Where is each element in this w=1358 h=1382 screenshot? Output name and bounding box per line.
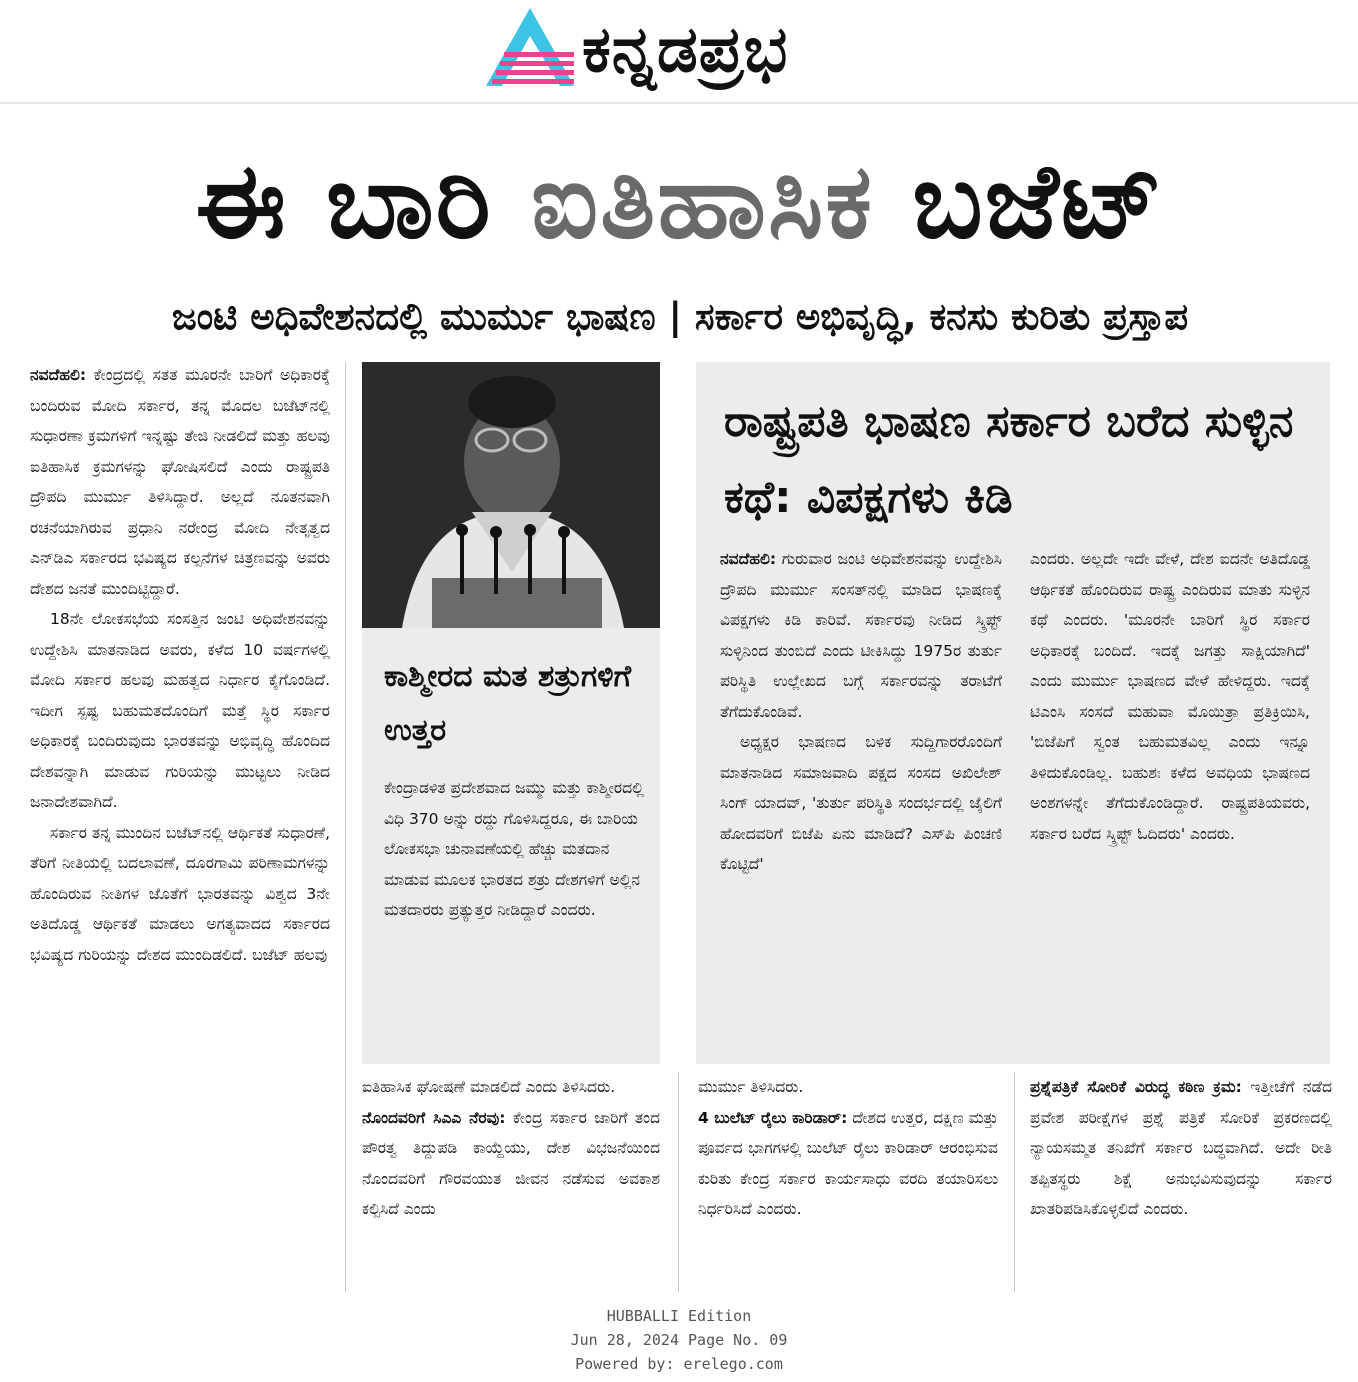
main-story-p3: ಸರ್ಕಾರ ತನ್ನ ಮುಂದಿನ ಬಜೆಟ್‌ನಲ್ಲಿ ಆರ್ಥಿಕತೆ ಸುಧಾರಣೆ, ತೆರಿಗೆ ನೀತಿಯಲ್ಲಿ ಬದಲಾವಣೆ, ದೂರಗಾಮಿ ಪರಿಣಾಮಗಳನ್ನು ಹೊಂದಿರುವ ನೀತಿಗಳ ಜೊತೆಗೆ ಭಾರತವನ್ನು ವಿಶ್ವದ 3ನೇ ಅತಿದೊಡ್ಡ ಆರ್ಥಿಕತೆ ಮಾಡಲು ಅಗತ್ಯವಾದದ ಸರ್ಕಾರದ ಭವಿಷ್ಯದ ಗುರಿಯನ್ನು ದೇಶದ ಮುಂದಿಡಲಿದೆ. ಬಜೆಟ್ ಹಲವು	[30, 823, 330, 964]
masthead	[0, 0, 1358, 104]
caa-title: ನೊಂದವರಿಗೆ ಸಿಎಎ ನೆರವು:	[362, 1108, 506, 1127]
opposition-p1	[720, 544, 1002, 727]
headline-part-1: ಈ ಬಾರಿ	[195, 140, 493, 262]
kashmir-sidebar-box	[362, 628, 660, 1064]
main-story-column	[30, 360, 330, 1290]
opposition-column-1	[720, 544, 1002, 880]
column-divider	[345, 362, 346, 1292]
masthead-divider	[0, 102, 1358, 104]
bullet-train-text: ದೇಶದ ಉತ್ತರ, ದಕ್ಷಿಣ ಮತ್ತು ಪೂರ್ವದ ಭಾಗಗಳಲ್ಲಿ ಬುಲೆಟ್ ರೈಲು ಕಾರಿಡಾರ್ ಆರಂಭಿಸುವ ಕುರಿತು ಕೇಂದ್ರ ಸರ್ಕಾರ ಕಾರ್ಯಸಾಧು ವರದಿ ತಯಾರಿಸಲು ನಿರ್ಧರಿಸಿದೆ ಎಂದರು.	[698, 1108, 998, 1218]
headline-part-2: ಐತಿಹಾಸಿಕ	[530, 140, 875, 262]
b1-p1: ಮುರ್ಮು ತಿಳಿಸಿದರು.	[698, 1078, 804, 1096]
main-headline	[20, 126, 1340, 276]
opposition-p3: ಎಂದರು. ಅಲ್ಲದೇ ಇದೇ ವೇಳೆ, ದೇಶ ಐದನೇ ಅತಿದೊಡ್ಡ ಆರ್ಥಿಕತೆ ಹೊಂದಿರುವ ರಾಷ್ಟ್ರ ಎಂದಿರುವ ಮಾತು ಸುಳ್ಳಿನ ಕಥೆ ಎಂದರು. 'ಮೂರನೇ ಬಾರಿಗೆ ಸ್ಥಿರ ಸರ್ಕಾರ ಅಧಿಕಾರಕ್ಕೆ ಬಂದಿದೆ. ಇದಕ್ಕೆ ಜಗತ್ತು ಸಾಕ್ಷಿಯಾಗಿದೆ' ಎಂದು ಮುರ್ಮು ಭಾಷಣದ ವೇಳೆ ಹೇಳಿದ್ದರು. ಇದಕ್ಕೆ ಟಿಎಂಸಿ ಸಂಸದೆ ಮಹುವಾ ಮೊಯಿತ್ರಾ ಪ್ರತಿಕ್ರಿಯಿಸಿ, 'ಬಿಜೆಪಿಗೆ ಸ್ವಂತ ಬಹುಮತವಿಲ್ಲ ಎಂದು ಇನ್ನೂ ತಿಳಿದುಕೊಂಡಿಲ್ಲ. ಬಹುಶಃ ಕಳೆದ ಅವಧಿಯ ಭಾಷಣದ ಅಂಶಗಳನ್ನೇ ತೆಗೆದುಕೊಂಡಿದ್ದಾರೆ. ರಾಷ್ಟ್ರಪತಿಯವರು, ಸರ್ಕಾರ ಬರೆದ ಸ್ಕ್ರಿಪ್ಟ್ ಓದಿದರು' ಎಂದರು.	[1030, 550, 1310, 843]
paper-leak-title: ಪ್ರಶ್ನೆಪತ್ರಿಕೆ ಸೋರಿಕೆ ವಿರುದ್ಧ ಕಠಿಣ ಕ್ರಮ:	[1030, 1078, 1242, 1096]
paper-leak-column	[1030, 1072, 1332, 1292]
caa-paragraph	[362, 1103, 660, 1225]
president-speaking-photo-icon	[362, 362, 660, 628]
dateline: ನವದೆಹಲಿ:	[30, 366, 87, 384]
edition-footer	[0, 1304, 1358, 1376]
main-story-p1-text: ಕೇಂದ್ರದಲ್ಲಿ ಸತತ ಮೂರನೇ ಬಾರಿಗೆ ಅಧಿಕಾರಕ್ಕೆ ಬಂದಿರುವ ಮೋದಿ ಸರ್ಕಾರ, ತನ್ನ ಮೊದಲ ಬಜೆಟ್‌ನಲ್ಲಿ ಸುಧಾರಣಾ ಕ್ರಮಗಳಿಗೆ ಇನ್ನಷ್ಟು ತೇಜಿ ನೀಡಲಿದೆ ಮತ್ತು ಹಲವು ಐತಿಹಾಸಿಕ ಕ್ರಮಗಳನ್ನು ಘೋಷಿಸಲಿದೆ ಎಂದು ರಾಷ್ಟ್ರಪತಿ ದ್ರೌಪದಿ ಮುರ್ಮು ತಿಳಿಸಿದ್ದಾರೆ. ಅಲ್ಲದೆ ನೂತನವಾಗಿ ರಚನೆಯಾಗಿರುವ ಪ್ರಧಾನಿ ನರೇಂದ್ರ ಮೋದಿ ನೇತೃತ್ವದ ಎನ್‌ಡಿಎ ಸರ್ಕಾರದ ಭವಿಷ್ಯದ ಕಲ್ಪನೆಗಳ ಚಿತ್ರಣವನ್ನು ಅವರು ದೇಶದ ಜನತೆ ಮುಂದಿಟ್ಟಿದ್ದಾರೆ.	[30, 366, 330, 598]
main-story-p1	[30, 360, 330, 604]
paper-leak-paragraph	[1030, 1072, 1332, 1225]
opposition-story-box	[696, 362, 1330, 1064]
opposition-headline: ರಾಷ್ಟ್ರಪತಿ ಭಾಷಣ ಸರ್ಕಾರ ಬರೆದ ಸುಳ್ಳಿನ ಕಥೆ: ವಿಪಕ್ಷಗಳು ಕಿಡಿ	[724, 396, 1294, 523]
main-story-p2: 18ನೇ ಲೋಕಸಭೆಯ ಸಂಸತ್ತಿನ ಜಂಟಿ ಅಧಿವೇಶನವನ್ನು ಉದ್ದೇಶಿಸಿ ಮಾತನಾಡಿದ ಅವರು, ಕಳೆದ 10 ವರ್ಷಗಳಲ್ಲಿ ಮೋದಿ ಸರ್ಕಾರ ಹಲವು ಮಹತ್ವದ ನಿರ್ಧಾರ ಕೈಗೊಂಡಿದೆ. ಇದೀಗ ಸ್ಪಷ್ಟ ಬಹುಮತದೊಂದಿಗೆ ಮತ್ತೆ ಸ್ಥಿರ ಸರ್ಕಾರ ಅಧಿಕಾರಕ್ಕೆ ಬಂದಿರುವುದು ಭಾರತವನ್ನು ಅಭಿವೃದ್ಧಿ ಹೊಂದಿದ ದೇಶವನ್ನಾಗಿ ಮಾಡುವ ಗುರಿಯನ್ನು ಮುಟ್ಟಲು ನೀಡಿದ ಜನಾದೇಶವಾಗಿದೆ.	[30, 610, 330, 811]
opposition-dateline: ನವದೆಹಲಿ:	[720, 550, 777, 568]
kashmir-headline: ಕಾಶ್ಮೀರದ ಮತ ಶತ್ರುಗಳಿಗೆ ಉತ್ತರ	[384, 659, 632, 748]
bullet-train-title: 4 ಬುಲೆಟ್ ರೈಲು ಕಾರಿಡಾರ್:	[698, 1108, 848, 1127]
caa-text: ಕೇಂದ್ರ ಸರ್ಕಾರ ಜಾರಿಗೆ ತಂದ ಪೌರತ್ವ ತಿದ್ದುಪಡಿ ಕಾಯ್ದೆಯು, ದೇಶ ವಿಭಜನೆಯಿಂದ ನೊಂದವರಿಗೆ ಗೌರವಯುತ ಜೀವನ ನಡೆಸುವ ಅವಕಾಶ ಕಲ್ಪಿಸಿದೆ ಎಂದು	[362, 1108, 660, 1218]
mid-bottom-p1: ಐತಿಹಾಸಿಕ ಘೋಷಣೆ ಮಾಡಲಿದೆ ಎಂದು ತಿಳಿಸಿದರು.	[362, 1078, 616, 1096]
subheadline: ಜಂಟಿ ಅಧಿವೇಶನದಲ್ಲಿ ಮುರ್ಮು ಭಾಷಣ | ಸರ್ಕಾರ ಅಭಿವೃದ್ಧಿ, ಕನಸು ಕುರಿತು ಪ್ರಸ್ತಾಪ	[171, 295, 1189, 338]
headline-part-3: ಬಜೆಟ್	[912, 140, 1165, 262]
edition-name: HUBBALLI Edition	[606, 1307, 752, 1325]
opposition-continuation	[698, 1072, 998, 1292]
brand-name: ಕನ್ನಡಪ್ರಭ	[582, 13, 789, 87]
opposition-p2: ಅಧ್ಯಕ್ಷರ ಭಾಷಣದ ಬಳಿಕ ಸುದ್ದಿಗಾರರೊಂದಿಗೆ ಮಾತನಾಡಿದ ಸಮಾಜವಾದಿ ಪಕ್ಷದ ಸಂಸದ ಅಖಿಲೇಶ್ ಸಿಂಗ್ ಯಾದವ್, 'ತುರ್ತು ಪರಿಸ್ಥಿತಿ ಸಂದರ್ಭದಲ್ಲಿ ಜೈಲಿಗೆ ಹೋದವರಿಗೆ ಬಿಜೆಪಿ ಏನು ಮಾಡಿದೆ? ಎಸ್‌ಪಿ ಪಿಂಚಣಿ ಕೊಟ್ಟಿದೆ'	[720, 733, 1002, 873]
opposition-p1-text: ಗುರುವಾರ ಜಂಟಿ ಅಧಿವೇಶನವನ್ನು ಉದ್ದೇಶಿಸಿ ದ್ರೌಪದಿ ಮುರ್ಮು ಸಂಸತ್‌ನಲ್ಲಿ ಮಾಡಿದ ಭಾಷಣಕ್ಕೆ ವಿಪಕ್ಷಗಳು ಕಿಡಿ ಕಾರಿವೆ. ಸರ್ಕಾರವು ನೀಡಿದ ಸ್ಕ್ರಿಪ್ಟ್ ಸುಳ್ಳಿನಿಂದ ತುಂಬಿದೆ ಎಂದು ಟೀಕಿಸಿದ್ದು 1975ರ ತುರ್ತು ಪರಿಸ್ಥಿತಿ ಉಲ್ಲೇಖದ ಬಗ್ಗೆ ಸರ್ಕಾರವನ್ನು ತರಾಟೆಗೆ ತೆಗೆದುಕೊಂಡಿವೆ.	[720, 550, 1002, 721]
kashmir-body: ಕೇಂದ್ರಾಡಳಿತ ಪ್ರದೇಶವಾದ ಜಮ್ಮು ಮತ್ತು ಕಾಶ್ಮೀರದಲ್ಲಿ ವಿಧಿ 370 ಅನ್ನು ರದ್ದು ಗೊಳಿಸಿದ್ದರೂ, ಈ ಬಾರಿಯ ಲೋಕಸಭಾ ಚುನಾವಣೆಯಲ್ಲಿ ಹೆಚ್ಚು ಮತದಾನ ಮಾಡುವ ಮೂಲಕ ಭಾರತದ ಶತ್ರು ದೇಶಗಳಿಗೆ ಅಲ್ಲಿನ ಮತದಾರರು ಪ್ರತ್ಯುತ್ತರ ನೀಡಿದ್ದಾರೆ ಎಂದರು.	[384, 779, 644, 919]
main-story-continuation	[362, 1072, 660, 1292]
bullet-train-paragraph	[698, 1103, 998, 1225]
column-divider	[678, 1072, 679, 1292]
opposition-column-2	[1030, 544, 1310, 849]
paper-leak-text: ಇತ್ತೀಚೆಗೆ ನಡೆದ ಪ್ರವೇಶ ಪರೀಕ್ಷೆಗಳ ಪ್ರಶ್ನೆ ಪತ್ರಿಕೆ ಸೋರಿಕೆ ಪ್ರಕರಣದಲ್ಲಿ ನ್ಯಾಯಸಮ್ಮತ ತನಿಖೆಗೆ ಸರ್ಕಾರ ಬದ್ಧವಾಗಿದೆ. ಅದೇ ರೀತಿ ತಪ್ಪಿತಸ್ಥರು ಶಿಕ್ಷೆ ಅನುಭವಿಸುವುದನ್ನು ಸರ್ಕಾರ ಖಾತರಿಪಡಿಸಿಕೊಳ್ಳಲಿದೆ ಎಂದರು.	[1030, 1078, 1332, 1218]
edition-date-page: Jun 28, 2024 Page No. 09	[570, 1331, 788, 1349]
column-divider	[1014, 1072, 1015, 1292]
powered-by: Powered by: erelego.com	[575, 1355, 783, 1373]
triangle-stripes-logo-icon	[482, 6, 578, 88]
